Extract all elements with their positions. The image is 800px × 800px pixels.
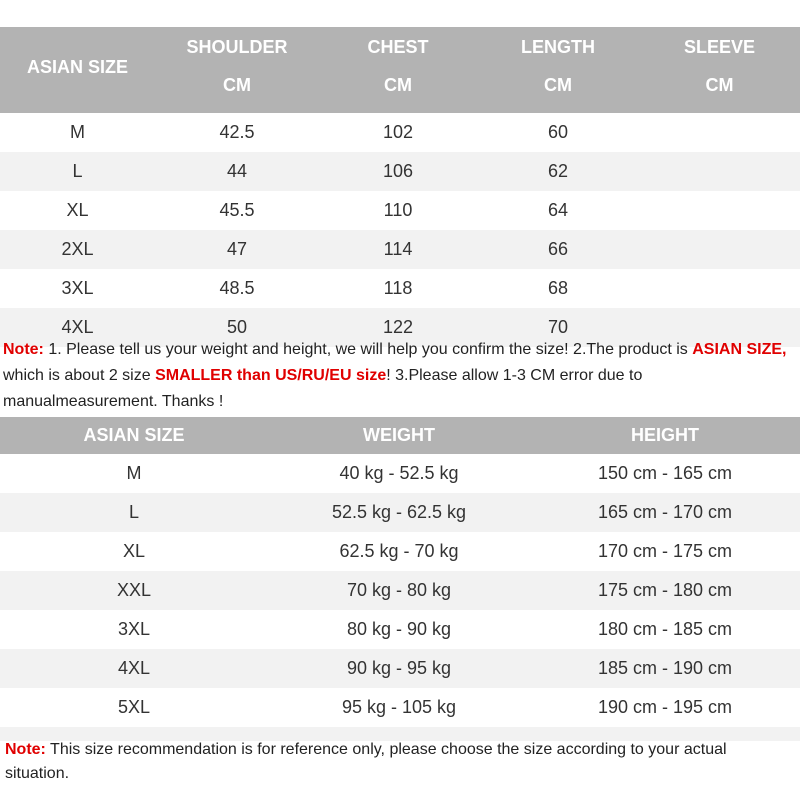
size-cell: XXL — [116, 580, 152, 600]
header-asian-size: ASIAN SIZE — [26, 57, 128, 77]
chest-cell: 102 — [382, 122, 414, 142]
height-cell: 165 cm - 170 cm — [597, 502, 733, 522]
weight-cell: 40 kg - 52.5 kg — [339, 463, 459, 483]
note-label: Note: — [5, 741, 46, 758]
table-row — [0, 493, 800, 532]
shoulder-cell: 48.5 — [219, 278, 255, 298]
weight-cell: 90 kg - 95 kg — [346, 658, 452, 678]
size-cell: M — [70, 122, 85, 142]
header-asian-size: ASIAN SIZE — [83, 425, 185, 445]
length-cell: 62 — [547, 161, 569, 181]
weight-cell: 80 kg - 90 kg — [346, 619, 452, 639]
reference-note — [5, 738, 795, 786]
weight-cell: 62.5 kg - 70 kg — [339, 541, 459, 561]
header-height: HEIGHT — [630, 425, 699, 445]
size-cell: 5XL — [117, 697, 151, 717]
size-note — [3, 337, 798, 415]
sleeve-cell — [639, 152, 800, 191]
sleeve-cell — [639, 113, 800, 152]
table-row — [0, 532, 800, 571]
table-row — [0, 152, 800, 191]
table-row — [0, 454, 800, 493]
shoulder-cell: 45.5 — [219, 200, 255, 220]
size-cell: 4XL — [117, 658, 151, 678]
size-cell: XL — [66, 200, 89, 220]
height-cell: 175 cm - 180 cm — [597, 580, 733, 600]
chest-cell: 106 — [382, 161, 414, 181]
size-chart-header — [0, 27, 800, 113]
weight-cell: 95 kg - 105 kg — [341, 697, 457, 717]
height-cell: 150 cm - 165 cm — [597, 463, 733, 483]
chest-cell: 122 — [382, 317, 414, 337]
size-chart-table — [0, 27, 800, 347]
table-row — [0, 191, 800, 230]
shoulder-cell: 44 — [226, 161, 248, 181]
length-cell: 70 — [547, 317, 569, 337]
size-cell: L — [128, 502, 139, 522]
shoulder-cell: 50 — [226, 317, 248, 337]
header-shoulder: SHOULDER CM — [186, 37, 288, 95]
chest-cell: 114 — [383, 239, 413, 259]
weight-table-header — [0, 417, 800, 454]
sleeve-cell — [639, 230, 800, 269]
note-text: This size recommendation is for reference only, please choose the size according to your actual situation. — [5, 741, 727, 782]
header-length: LENGTH CM — [521, 37, 595, 95]
table-row — [0, 269, 800, 308]
size-cell: XL — [122, 541, 146, 561]
note-label: Note: — [3, 341, 44, 358]
chest-cell: 110 — [383, 200, 413, 220]
table-row — [0, 113, 800, 152]
shoulder-cell: 42.5 — [219, 122, 255, 142]
height-cell: 180 cm - 185 cm — [597, 619, 733, 639]
shoulder-cell: 47 — [226, 239, 248, 259]
note-highlight-smaller: SMALLER than US/RU/EU size — [155, 367, 387, 384]
note-text: 1. Please tell us your weight and height, we will help you confirm the size! 2.The product is — [43, 341, 693, 358]
weight-height-table — [0, 417, 800, 741]
length-cell: 68 — [547, 278, 569, 298]
sleeve-cell — [639, 269, 800, 308]
chest-cell: 118 — [383, 278, 413, 298]
note-text: ! 3.Please allow 1-3 CM error due to manualmeasurement. Thanks ! — [3, 367, 643, 410]
height-cell: 190 cm - 195 cm — [597, 697, 733, 717]
size-cell: L — [72, 161, 83, 181]
weight-cell: 70 kg - 80 kg — [346, 580, 452, 600]
sleeve-cell — [639, 191, 800, 230]
header-weight: WEIGHT — [363, 425, 435, 445]
header-chest: CHEST CM — [367, 37, 429, 95]
table-row — [0, 230, 800, 269]
size-cell: M — [126, 463, 142, 483]
height-cell: 185 cm - 190 cm — [597, 658, 733, 678]
size-cell: 2XL — [61, 239, 94, 259]
size-cell: 3XL — [61, 278, 94, 298]
weight-cell: 52.5 kg - 62.5 kg — [331, 502, 467, 522]
note-highlight-asian-size: ASIAN SIZE, — [692, 341, 787, 358]
height-cell: 170 cm - 175 cm — [597, 541, 733, 561]
size-cell: 4XL — [61, 317, 94, 337]
table-row — [0, 610, 800, 649]
size-cell: 3XL — [117, 619, 151, 639]
header-sleeve: SLEEVE CM — [683, 37, 756, 95]
table-row — [0, 571, 800, 610]
note-text: which is about 2 size — [3, 367, 156, 384]
table-row — [0, 649, 800, 688]
table-row — [0, 688, 800, 727]
length-cell: 66 — [547, 239, 569, 259]
length-cell: 64 — [547, 200, 569, 220]
length-cell: 60 — [547, 122, 569, 142]
